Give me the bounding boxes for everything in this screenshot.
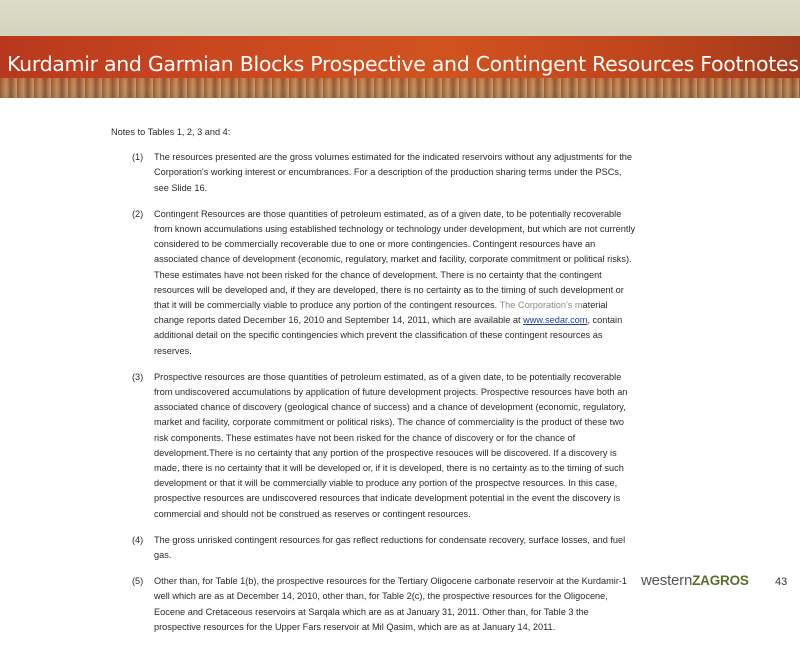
note-text: The resources presented are the gross volumes estimated for the indicated reservoirs without any adjustments for the Corporation's working interest or encumbrances. For a description of the production sharing terms under the PSCs, see Slide 16. [154, 152, 632, 193]
slide-title: Kurdamir and Garmian Blocks Prospective and Contingent Resources Footnotes [7, 52, 799, 76]
note-text-part: The Corporation's m [497, 300, 583, 311]
note-number: (4) [132, 534, 144, 545]
sedar-link[interactable]: www.sedar.com [523, 315, 588, 326]
note-text-part: aterial change reports dated December 16, 2010 and September 14, 2011, which are available at [154, 300, 608, 326]
note-number: (3) [132, 371, 144, 382]
note-text: Prospective resources are those quantities of petroleum estimated, as of a given date, to be potentially recoverable from undiscovered accumulations by application of future development projects. Prospective resources have both an associated chance of discovery (geological chance of success) and a chance of development (economic, regulatory, market and facility, corporate commitment or political risks). The chance of commerciality is the product of these two risk components. These estimates have not been risked for the chance of discovery or for the chance of development.There is no certainty that any portion of the prospective resouces will be discovered. If a discovery is made, there is no certainty that it will be developed or, if it is developed, there is no certainty as to the timing of such development or that it will be commercially viable to produce any portion of the prospectve resources. In this case, prospective resources are undiscovered resources that indicate development potential in the event the discovery is commercial and should not be construed as reserves or contingent resources. [154, 371, 628, 519]
header-band [0, 0, 800, 36]
note-number: (2) [132, 208, 144, 219]
page-number: 43 [775, 576, 788, 588]
footnotes-section [111, 125, 636, 646]
note-number: (1) [132, 152, 144, 163]
company-logo [641, 572, 749, 589]
note-text-part: Contingent Resources are those quantities of petroleum estimated, as of a given date, to be potentially recoverable from known accumulations using established technology or technology under development, but which are not currently considered to be commercially recoverable due to one or more contingencies. Contingent resources have an associated chance of development (economic, regulatory, market and facility, corporate commitment or political risks). These estimates have not been risked for the chance of development. There is no certainty that the contingent resources will be developed and, if they are developed, there is no certainty as to the timing of such development or that it will be commercially viable to produce any portion of the contingent resources. [154, 208, 636, 311]
note-4 [111, 533, 636, 563]
note-2 [111, 207, 636, 359]
note-text: Other than, for Table 1(b), the prospective resources for the Tertiary Oligocene carbonate reservoir at the Kurdamir-1 well which are as at December 14, 2010, other than, for Table 2(c), the prospective resources for the Oligocene, Eocene and Cretaceous reservoirs at Sarqala which are as at January 31, 2011. Other than, for Table 3 the prospective resources for the Upper Fars reservoir at Mil Qasim, which are as at January 14, 2011. [154, 576, 628, 632]
note-number: (5) [132, 576, 144, 587]
rock-texture-strip [0, 78, 800, 98]
note-3 [111, 370, 636, 522]
note-1 [111, 150, 636, 196]
logo-western-text: western [641, 572, 693, 589]
note-text [154, 207, 636, 359]
logo-zagros-text: ZAGROS [692, 573, 749, 588]
note-text-part: , contain additional detail on the specific contingencies which prevent the classification of these contingent resources as reserves. [154, 315, 623, 356]
note-text: The gross unrisked contingent resources for gas reflect reductions for condensate recovery, surface losses, and fuel gas. [154, 534, 626, 561]
notes-intro: Notes to Tables 1, 2, 3 and 4: [111, 127, 231, 137]
note-5 [111, 574, 636, 635]
notes-list [111, 150, 636, 635]
